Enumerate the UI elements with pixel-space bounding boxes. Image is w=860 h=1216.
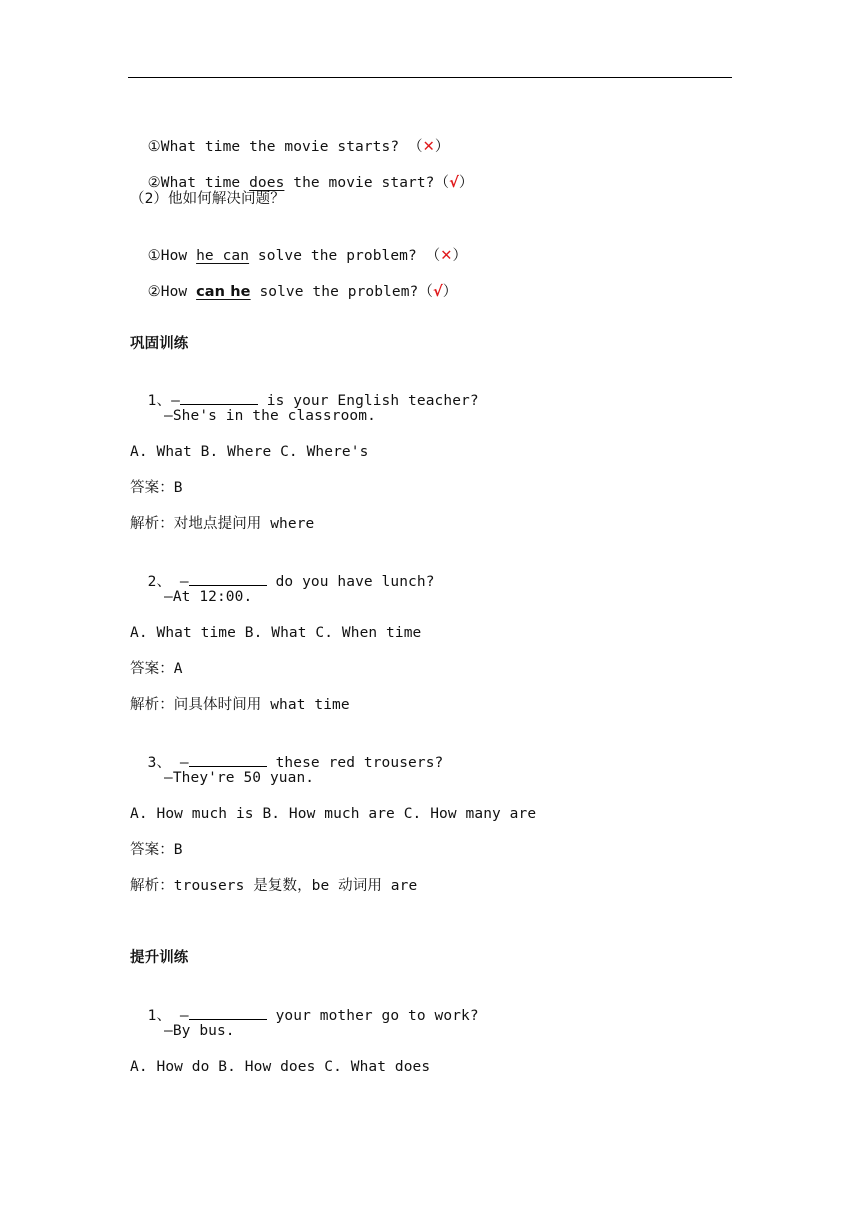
intro-line-1: ①What time the movie starts? （✕）	[147, 139, 450, 155]
question-3-reply: —They're 50 yuan.	[164, 770, 315, 786]
improve-question-1: 1、 — your mother go to work?	[130, 985, 479, 1026]
section-title-improvement: 提升训练	[130, 950, 189, 966]
wrong-mark-icon: ✕	[440, 248, 453, 264]
question-3-options: A. How much is B. How much are C. How many are	[130, 806, 537, 822]
question-2-reply: —At 12:00.	[164, 589, 253, 605]
question-3-answer: 答案：B	[130, 842, 183, 858]
intro-line-5: ②How can he solve the problem?（√）	[147, 284, 458, 300]
question-2-answer: 答案：A	[130, 661, 183, 677]
header-rule	[128, 77, 732, 78]
section-title-consolidation: 巩固训练	[130, 336, 189, 352]
improve-question-1-reply: —By bus.	[164, 1023, 235, 1039]
question-1-answer: 答案：B	[130, 480, 183, 496]
improve-question-1-options: A. How do B. How does C. What does	[130, 1059, 431, 1075]
question-1-options: A. What B. Where C. Where's	[130, 444, 369, 460]
answer-blank	[189, 752, 267, 767]
answer-blank	[189, 571, 267, 586]
correct-mark-icon: √	[432, 284, 443, 300]
question-2-analysis: 解析：问具体时间用 what time	[130, 697, 350, 713]
question-2-options: A. What time B. What C. When time	[130, 625, 422, 641]
question-1-analysis: 解析：对地点提问用 where	[130, 516, 315, 532]
wrong-mark-icon: ✕	[422, 139, 435, 155]
intro-line-3: （2）他如何解决问题？	[130, 191, 285, 207]
question-1: 1、— is your English teacher?	[130, 370, 479, 411]
correct-mark-icon: √	[449, 175, 459, 191]
answer-blank	[180, 390, 258, 405]
question-3: 3、 — these red trousers?	[130, 732, 443, 773]
question-1-reply: —She's in the classroom.	[164, 408, 376, 424]
question-3-analysis: 解析：trousers 是复数，be 动词用 are	[130, 878, 418, 894]
intro-line-2: ②What time does the movie start?（√）	[147, 175, 474, 191]
intro-line-4: ①How he can solve the problem? （✕）	[147, 248, 468, 264]
question-2: 2、 — do you have lunch?	[130, 551, 435, 592]
answer-blank	[189, 1005, 267, 1020]
